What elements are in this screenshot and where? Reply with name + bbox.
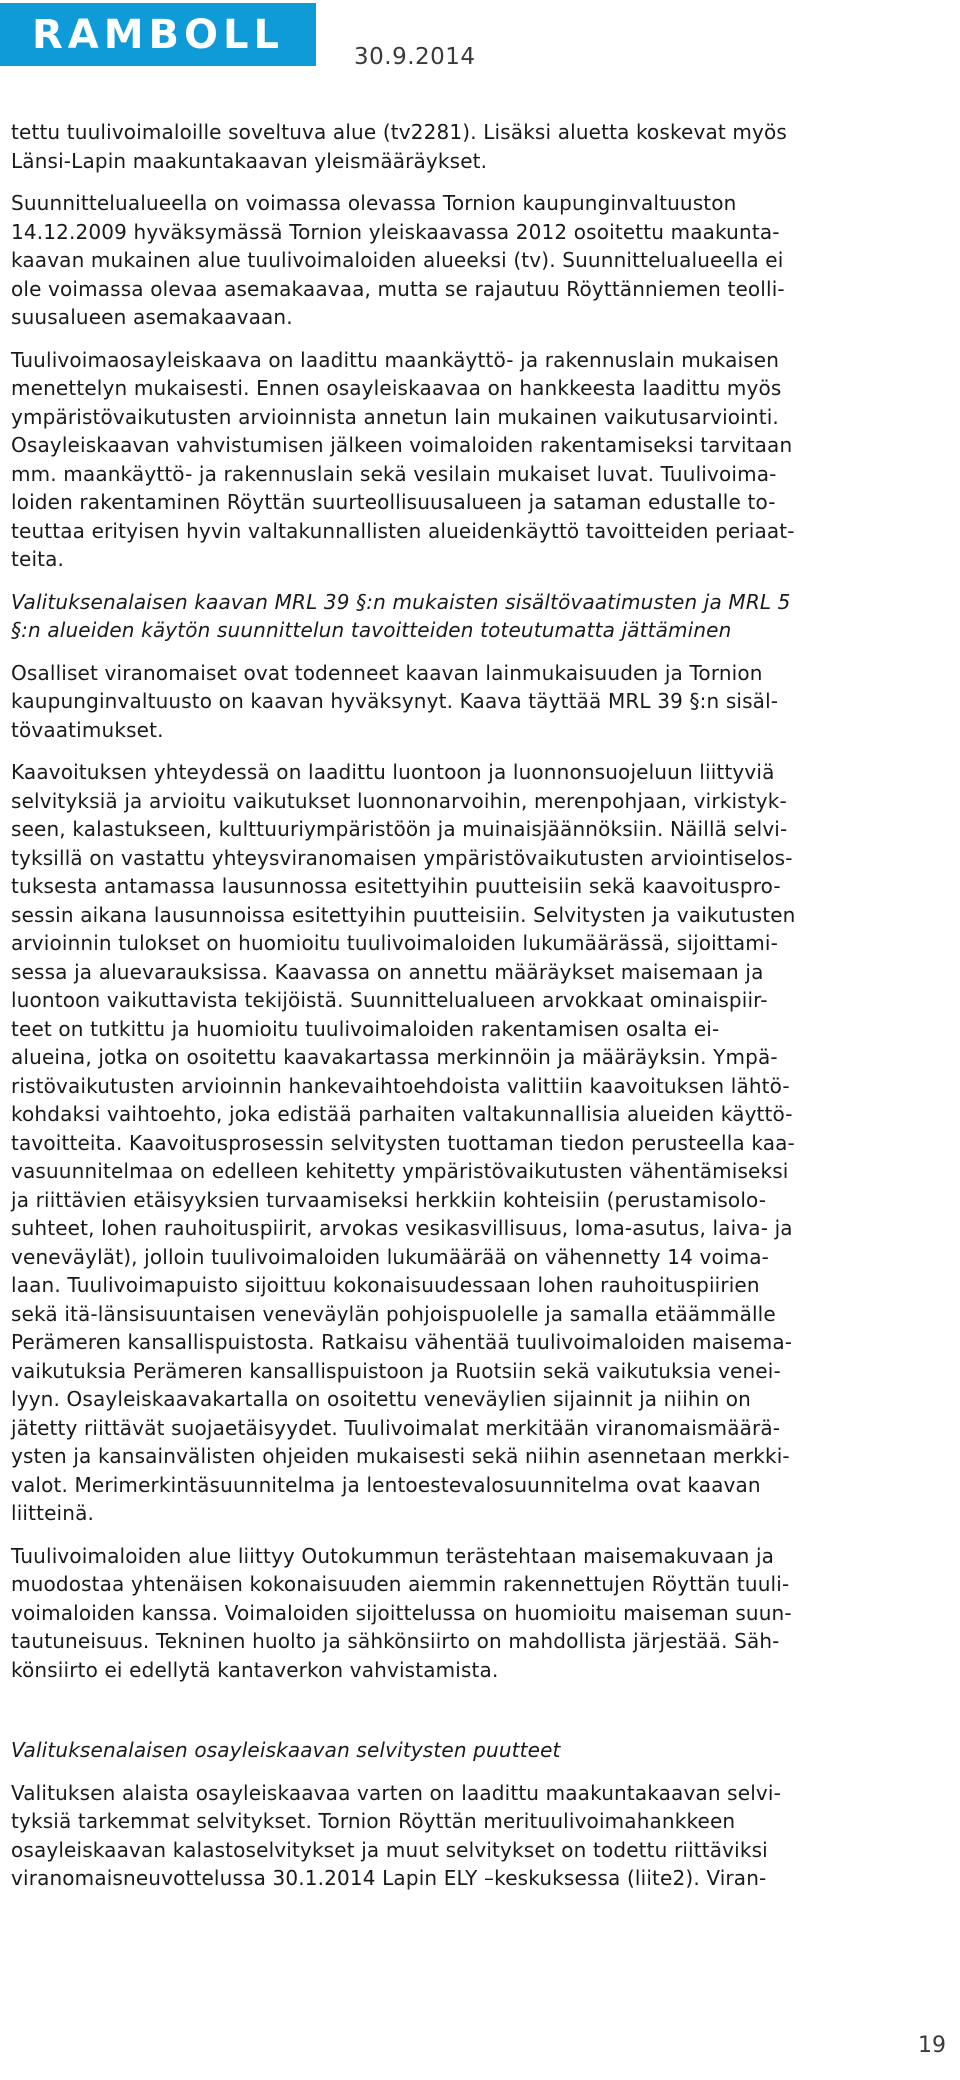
section-heading bbox=[11, 588, 927, 645]
text-line: sessa ja aluevarauksissa. Kaavassa on annettu määräykset maisemaan ja bbox=[11, 959, 764, 984]
body-paragraph bbox=[11, 758, 927, 1528]
text-line: vaikutuksia Perämeren kansallispuistoon ja Ruotsiin sekä vaikutuksia venei- bbox=[11, 1358, 781, 1383]
section-heading bbox=[11, 1736, 927, 1765]
text-line: Tuulivoimaosayleiskaava on laadittu maankäyttö- ja rakennuslain mukaisen bbox=[11, 347, 780, 372]
text-line: suhteet, lohen rauhoituspiirit, arvokas vesikasvillisuus, loma-asutus, laiva- ja bbox=[11, 1216, 793, 1240]
text-line: lyyn. Osayleiskaavakartalla on osoitettu veneväylien sijainnit ja niihin on bbox=[11, 1387, 751, 1411]
text-line: Valituksenalaisen osayleiskaavan selvitysten puutteet bbox=[11, 1738, 561, 1762]
text-line: Osalliset viranomaiset ovat todenneet kaavan lainmukaisuuden ja Tornion bbox=[11, 660, 763, 685]
text-line: teet on tutkittu ja huomioitu tuulivoimaloiden rakentamisen osalta ei- bbox=[11, 1016, 720, 1041]
document-body bbox=[11, 118, 927, 1907]
text-line: sessin aikana lausunnoissa esitettyihin puutteisiin. Selvitysten ja vaikutusten bbox=[11, 902, 796, 927]
body-paragraph bbox=[11, 346, 927, 574]
text-line: kaavan mukainen alue tuulivoimaloiden alueeksi (tv). Suunnittelualueella ei bbox=[11, 248, 784, 272]
text-line: teuttaa erityisen hyvin valtakunnallisten alueidenkäyttö tavoitteiden periaat- bbox=[11, 518, 795, 543]
text-line: menettelyn mukaisesti. Ennen osayleiskaavaa on hankkeesta laadittu myös bbox=[11, 376, 782, 400]
text-line: loiden rakentaminen Röyttän suurteollisuusalueen ja sataman edustalle to- bbox=[11, 490, 776, 514]
text-line: Osayleiskaavan vahvistumisen jälkeen voimaloiden rakentamiseksi tarvitaan bbox=[11, 433, 793, 457]
body-paragraph bbox=[11, 189, 927, 332]
text-line: Suunnittelualueella on voimassa olevassa Tornion kaupunginvaltuuston bbox=[11, 191, 737, 215]
text-line: mm. maankäyttö- ja rakennuslain sekä vesilain mukaiset luvat. Tuulivoima- bbox=[11, 461, 777, 486]
text-line: kohdaksi vaihtoehto, joka edistää parhaiten valtakunnallisia alueiden käyttö- bbox=[11, 1102, 793, 1126]
text-line: liitteinä. bbox=[11, 1501, 95, 1525]
body-paragraph bbox=[11, 659, 927, 745]
text-line: arvioinnin tulokset on huomioitu tuulivoimaloiden lukumäärässä, sijoittami- bbox=[11, 931, 778, 955]
text-line: könsiirto ei edellytä kantaverkon vahvistamista. bbox=[11, 1657, 499, 1682]
text-line: tavoitteita. Kaavoitusprosessin selvitysten tuottaman tiedon perusteella kaa- bbox=[11, 1130, 795, 1155]
text-line: seen, kalastukseen, kulttuuriympäristöön ja muinaisjäännöksiin. Näillä selvi- bbox=[11, 817, 788, 841]
text-line: selvityksiä ja arvioitu vaikutukset luonnonarvoihin, merenpohjaan, virkistyk- bbox=[11, 788, 787, 813]
text-line: osayleiskaavan kalastoselvitykset ja muut selvitykset on todettu riittäviksi bbox=[11, 1837, 768, 1862]
text-line: Tuulivoimaloiden alue liittyy Outokummun terästehtaan maisemakuvaan ja bbox=[11, 1543, 775, 1568]
text-line: alueina, jotka on osoitettu kaavakartassa merkinnöin ja määräyksin. Ympä- bbox=[11, 1045, 778, 1069]
text-line: tövaatimukset. bbox=[11, 717, 164, 742]
text-line: ristövaikutusten arvioinnin hankevaihtoehdoista valittiin kaavoituksen lähtö- bbox=[11, 1073, 790, 1098]
text-line: ympäristövaikutusten arvioinnista annetun lain mukainen vaikutusarviointi. bbox=[11, 404, 779, 429]
text-line: veneväylät), jolloin tuulivoimaloiden lukumäärää on vähennetty 14 voima- bbox=[11, 1244, 770, 1269]
text-line: sekä itä-länsisuuntaisen veneväylän pohjoispuolelle ja samalla etäämmälle bbox=[11, 1301, 776, 1326]
text-line: valot. Merimerkintäsuunnitelma ja lentoestevalosuunnitelma ovat kaavan bbox=[11, 1472, 761, 1497]
text-line: Valituksenalaisen kaavan MRL 39 §:n mukaisten sisältövaatimusten ja MRL 5 bbox=[11, 589, 791, 614]
text-line: tuksesta antamassa lausunnossa esitettyihin puutteisiin sekä kaavoituspro- bbox=[11, 874, 781, 898]
text-line: ja riittävien etäisyyksien turvaamiseksi herkkiin kohteisiin (perustamisolo- bbox=[11, 1187, 767, 1212]
text-line: kaupunginvaltuusto on kaavan hyväksynyt. Kaava täyttää MRL 39 §:n sisäl- bbox=[11, 689, 779, 713]
body-paragraph bbox=[11, 1779, 927, 1893]
text-line: Perämeren kansallispuistosta. Ratkaisu vähentää tuulivoimaloiden maisema- bbox=[11, 1330, 793, 1354]
text-line: suusalueen asemakaavaan. bbox=[11, 305, 293, 329]
page-number: 19 bbox=[918, 2033, 946, 2058]
body-paragraph bbox=[11, 1542, 927, 1685]
header-date: 30.9.2014 bbox=[354, 44, 476, 70]
text-line: tautuneisuus. Tekninen huolto ja sähkönsiirto on mahdollista järjestää. Säh- bbox=[11, 1629, 780, 1653]
section-spacer bbox=[11, 1698, 927, 1736]
text-line: jätetty riittävät suojaetäisyydet. Tuulivoimalat merkitään viranomaismäärä- bbox=[11, 1415, 781, 1440]
text-line: §:n alueiden käytön suunnittelun tavoitteiden toteutumatta jättäminen bbox=[11, 618, 732, 642]
text-line: viranomaisneuvottelussa 30.1.2014 Lapin ELY –keskuksessa (liite2). Viran- bbox=[11, 1866, 767, 1890]
ramboll-logo bbox=[0, 3, 316, 66]
text-line: teita. bbox=[11, 547, 65, 571]
text-line: Valituksen alaista osayleiskaavaa varten on laadittu maakuntakaavan selvi- bbox=[11, 1780, 781, 1805]
text-line: tettu tuulivoimaloille soveltuva alue (tv2281). Lisäksi aluetta koskevat myös bbox=[11, 120, 787, 144]
text-line: tyksiä tarkemmat selvitykset. Tornion Röyttän merituulivoimahankkeen bbox=[11, 1809, 736, 1833]
text-line: vasuunnitelmaa on edelleen kehitetty ympäristövaikutusten vähentämiseksi bbox=[11, 1159, 789, 1183]
text-line: Kaavoituksen yhteydessä on laadittu luontoon ja luonnonsuojeluun liittyviä bbox=[11, 760, 775, 784]
body-paragraph bbox=[11, 118, 927, 175]
text-line: tyksillä on vastattu yhteysviranomaisen ympäristövaikutusten arviointiselos- bbox=[11, 845, 793, 870]
text-line: 14.12.2009 hyväksymässä Tornion yleiskaavassa 2012 osoitettu maakunta- bbox=[11, 219, 780, 244]
text-line: ole voimassa olevaa asemakaavaa, mutta se rajautuu Röyttänniemen teolli- bbox=[11, 276, 785, 301]
text-line: laan. Tuulivoimapuisto sijoittuu kokonaisuudessaan lohen rauhoituspiirien bbox=[11, 1273, 760, 1297]
text-line: muodostaa yhtenäisen kokonaisuuden aiemmin rakennettujen Röyttän tuuli- bbox=[11, 1572, 790, 1596]
text-line: voimaloiden kanssa. Voimaloiden sijoittelussa on huomioitu maiseman suun- bbox=[11, 1600, 792, 1625]
logo-text: RAMBOLL bbox=[31, 11, 285, 58]
text-line: ysten ja kansainvälisten ohjeiden mukaisesti sekä niihin asennetaan merkki- bbox=[11, 1444, 790, 1468]
text-line: Länsi-Lapin maakuntakaavan yleismääräykset. bbox=[11, 148, 488, 173]
text-line: luontoon vaikuttavista tekijöistä. Suunnittelualueen arvokkaat ominaispiir- bbox=[11, 988, 768, 1012]
